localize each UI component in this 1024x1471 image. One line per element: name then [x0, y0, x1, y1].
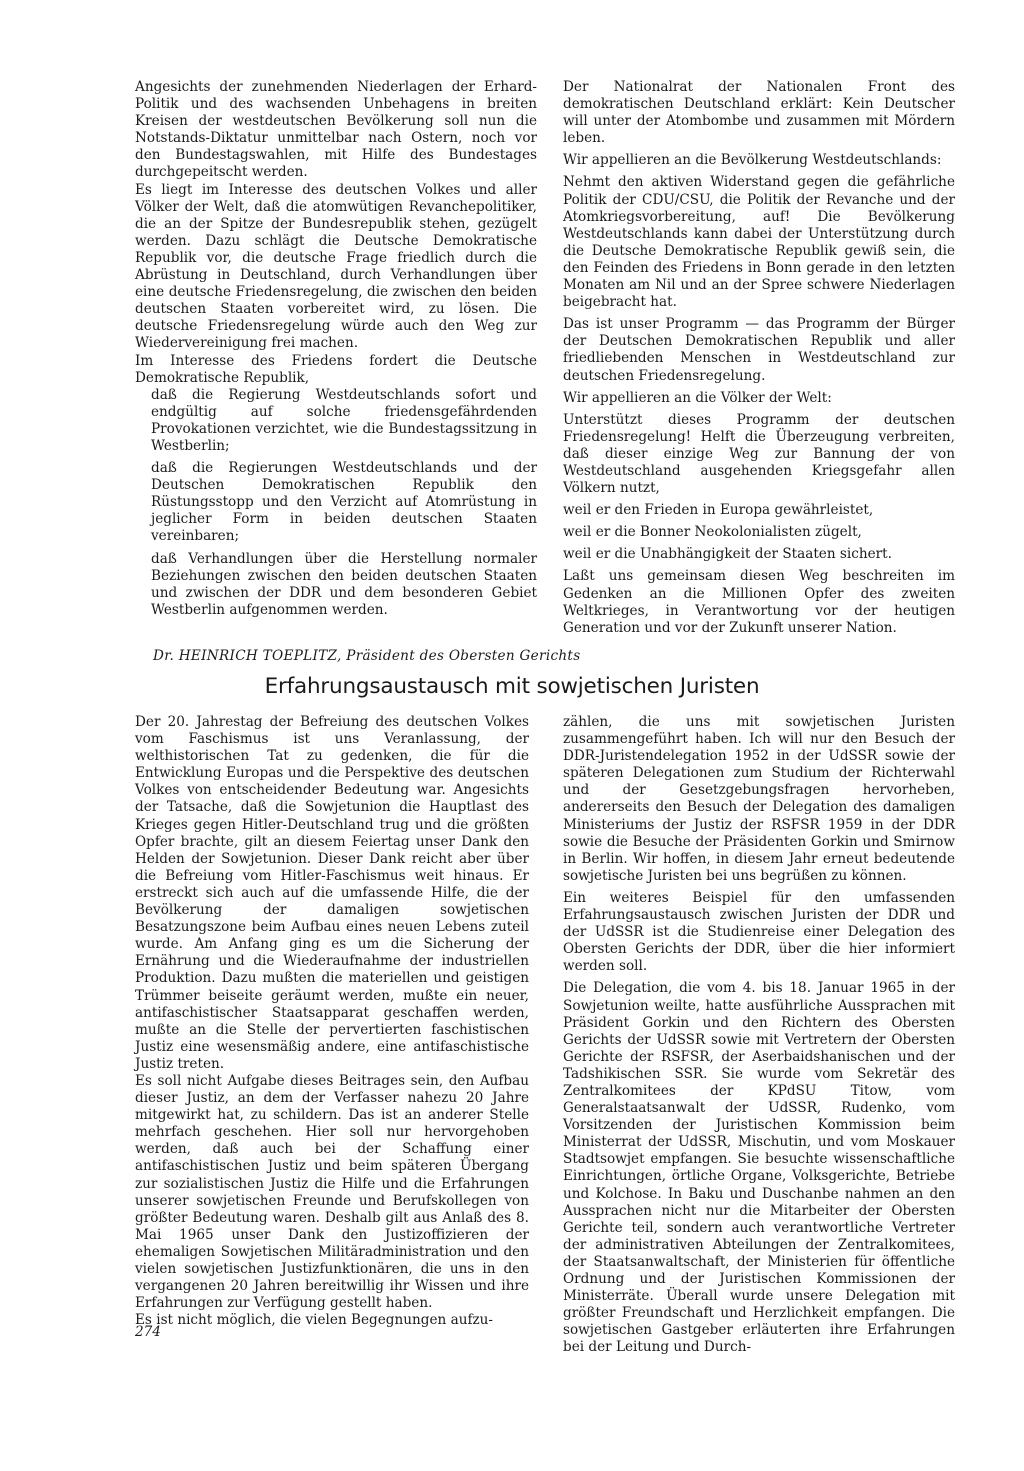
- paragraph: Wir appellieren an die Völker der Welt:: [563, 389, 832, 406]
- paragraph: Laßt uns gemeinsam diesen Weg beschreiten im Gedenken an die Millionen Opfer des zweiten Weltkrieges, in Verantwortung vor der heutigen Generation und vor der Zukunft unserer Nation.: [563, 568, 955, 636]
- demand-item: daß die Regierungen Westdeutschlands und der Deutschen Demokratischen Republik den Rüstungsstopp und den Verzicht auf Atomrüstung in jeglicher Form in beiden deutschen Staaten vereinbaren;: [151, 460, 537, 545]
- paragraph: Das ist unser Programm — das Programm der Bürger der Deutschen Demokratischen Republik und aller friedliebenden Menschen in Westdeutschland zur deutschen Friedensregelung.: [563, 316, 955, 384]
- paragraph: weil er die Unabhängigkeit der Staaten sichert.: [563, 546, 892, 563]
- paragraph: Es ist nicht möglich, die vielen Begegnungen aufzu-: [135, 1312, 493, 1329]
- author-byline: Dr. HEINRICH TOEPLITZ, Präsident des Obersten Gerichts: [153, 648, 581, 664]
- paragraph: Der 20. Jahrestag der Befreiung des deutschen Volkes vom Faschismus ist uns Veranlassung, der welthistorischen Tat zu gedenken, die für die Entwicklung Europas und die Perspektive des deutschen Volkes von entscheidender Bedeutung war. Angesichts der Tatsache, daß die Sowjetunion die Hauptlast des Krieges gegen Hitler-Deutschland trug und die größten Opfer brachte, gilt an diesem Feiertag unser Dank den Helden der Sowjetunion. Dieser Dank reicht aber über die Befreiung vom Hitler-Faschismus weit hinaus. Er erstreckt sich auch auf die umfassende Hilfe, die der Bevölkerung der damaligen sowjetischen Besatzungszone beim Aufbau eines neuen Lebens zuteil wurde. Am Anfang ging es um die Sicherung der Ernährung und die Wiederaufnahme der industriellen Produktion. Dazu mußten die materiellen und geistigen Trümmer beiseite geräumt werden, mußte ein neuer, antifaschistischer Staatsapparat geschaffen werden, mußte an die Stelle der pervertierten faschistischen Justiz eine wesensmäßig andere, eine antifaschistische Justiz treten.: [135, 714, 529, 1072]
- demand-item: daß Verhandlungen über die Herstellung normaler Beziehungen zwischen den beiden deutschen Staaten und zwischen der DDR und dem besonderen Gebiet Westberlin aufgenommen werden.: [151, 550, 537, 618]
- column-top-right: [563, 79, 955, 637]
- paragraph: Der Nationalrat der Nationalen Front des demokratischen Deutschland erklärt: Kein Deutscher will unter der Atombombe und zusammen mit Mördern leben.: [563, 79, 955, 147]
- paragraph: Die Delegation, die vom 4. bis 18. Januar 1965 in der Sowjetunion weilte, hatte ausführliche Aussprachen mit Präsident Gorkin und den Richtern des Obersten Gerichts der UdSSR sowie mit Vertretern der Obersten Gerichte der RSFSR, der Aserbaidshanischen und der Tadshikischen SSR. Sie wurde vom Sekretär des Zentralkomitees der KPdSU Titow, vom Generalstaatsanwalt der UdSSR, Rudenko, vom Vorsitzenden der Juristischen Kommission beim Ministerrat der UdSSR, Mischutin, und vom Moskauer Stadtsowjet empfangen. Sie besuchte wissenschaftliche Einrichtungen, örtliche Organe, Volksgerichte, Betriebe und Kolchose. In Baku und Duschanbe nahmen an den Aussprachen nicht nur die Mitarbeiter der Obersten Gerichte teil, sondern auch verantwortliche Vertreter der administrativen Abteilungen der Zentralkomitees, der Staatsanwaltschaft, der Ministerien für öffentliche Ordnung und der Juristischen Kommissionen der Ministerräte. Überall wurde unsere Delegation mit größter Freundschaft und Herzlichkeit empfangen. Die sowjetischen Gastgeber erläuterten ihre Erfahrungen bei der Leitung und Durch-: [563, 980, 955, 1356]
- page-number: 274: [135, 1324, 161, 1340]
- paragraph: zählen, die uns mit sowjetischen Juristen zusammengeführt haben. Ich will nur den Besuch der DDR-Juristendelegation 1952 in der UdSSR sowie der späteren Delegationen zum Studium der Richterwahl und der Gesetzgebungsfragen hervorheben, andererseits den Besuch der Delegation des damaligen Ministeriums der Justiz der RSFSR 1959 in der DDR sowie die Besuche der Präsidenten Gorkin und Smirnow in Berlin. Wir hoffen, in diesem Jahr erneut bedeutende sowjetische Juristen bei uns begrüßen zu können.: [563, 714, 955, 884]
- article-headline: Erfahrungsaustausch mit sowjetischen Juristen: [264, 674, 760, 699]
- column-top-left: [135, 79, 537, 619]
- paragraph: Nehmt den aktiven Widerstand gegen die gefährliche Politik der CDU/CSU, die Politik der Revanche und der Atomkriegsvorbereitung, auf! Die Bevölkerung Westdeutschlands kann dabei der Unterstützung durch die Deutsche Demokratische Republik gewiß sein, die den Feinden des Friedens in Bonn gerade in den letzten Monaten am Nil und an der Spree schwere Niederlagen beigebracht hat.: [563, 174, 955, 311]
- paragraph: weil er die Bonner Neokolonialisten zügelt,: [563, 524, 862, 541]
- paragraph: Es liegt im Interesse des deutschen Volkes und aller Völker der Welt, daß die atomwütigen Revanchepolitiker, die an der Spitze der Bundesrepublik stehen, gezügelt werden. Dazu schlägt die Deutsche Demokratische Republik vor, die deutsche Frage friedlich durch die Abrüstung in Deutschland, durch Verhandlungen über eine deutsche Friedensregelung, die zwischen den beiden deutschen Staaten vorbereitet wird, zu lösen. Die deutsche Friedensregelung würde auch den Weg zur Wiedervereinigung frei machen.: [135, 181, 537, 352]
- paragraph: Ein weiteres Beispiel für den umfassenden Erfahrungsaustausch zwischen Juristen der DDR und der UdSSR ist die Studienreise einer Delegation des Obersten Gerichts der DDR, über die hier informiert werden soll.: [563, 889, 955, 975]
- paragraph: Wir appellieren an die Bevölkerung Westdeutschlands:: [563, 152, 942, 169]
- column-bottom-left: [135, 714, 529, 1329]
- paragraph: Angesichts der zunehmenden Niederlagen der Erhard-Politik und des wachsenden Unbehagens in breiten Kreisen der westdeutschen Bevölkerung soll nun die Notstands-Diktatur unmittelbar nach Ostern, noch vor den Bundestagswahlen, mit Hilfe des Bundestages durchgepeitscht werden.: [135, 79, 537, 181]
- paragraph: Unterstützt dieses Programm der deutschen Friedensregelung! Helft die Überzeugung verbreiten, daß dieser einzige Weg zur Bannung der von Westdeutschland ausgehenden Kriegsgefahr allen Völkern nutzt,: [563, 411, 955, 497]
- column-bottom-right: [563, 714, 955, 1356]
- demand-item: daß die Regierung Westdeutschlands sofort und endgültig auf solche friedensgefährdenden Provokationen verzichtet, wie die Bundestagssitzung in Westberlin;: [151, 386, 537, 454]
- paragraph: weil er den Frieden in Europa gewährleistet,: [563, 502, 874, 519]
- paragraph: Im Interesse des Friedens fordert die Deutsche Demokratische Republik,: [135, 352, 537, 386]
- paragraph: Es soll nicht Aufgabe dieses Beitrages sein, den Aufbau dieser Justiz, an dem der Verfasser nahezu 20 Jahre mitgewirkt hat, zu schildern. Das ist an anderer Stelle mehrfach geschehen. Hier soll nur hervorgehoben werden, daß auch bei der Schaffung einer antifaschistischen Justiz und beim späteren Übergang zur sozialistischen Justiz die Hilfe und die Erfahrungen unserer sowjetischen Freunde und Berufskollegen von größter Bedeutung waren. Deshalb gilt aus Anlaß des 8. Mai 1965 unser Dank den Justizoffizieren der ehemaligen Sowjetischen Militäradministration und den vielen sowjetischen Justizfunktionären, die uns in den vergangenen 20 Jahren bereitwillig ihr Wissen und ihre Erfahrungen zur Verfügung gestellt haben.: [135, 1072, 529, 1312]
